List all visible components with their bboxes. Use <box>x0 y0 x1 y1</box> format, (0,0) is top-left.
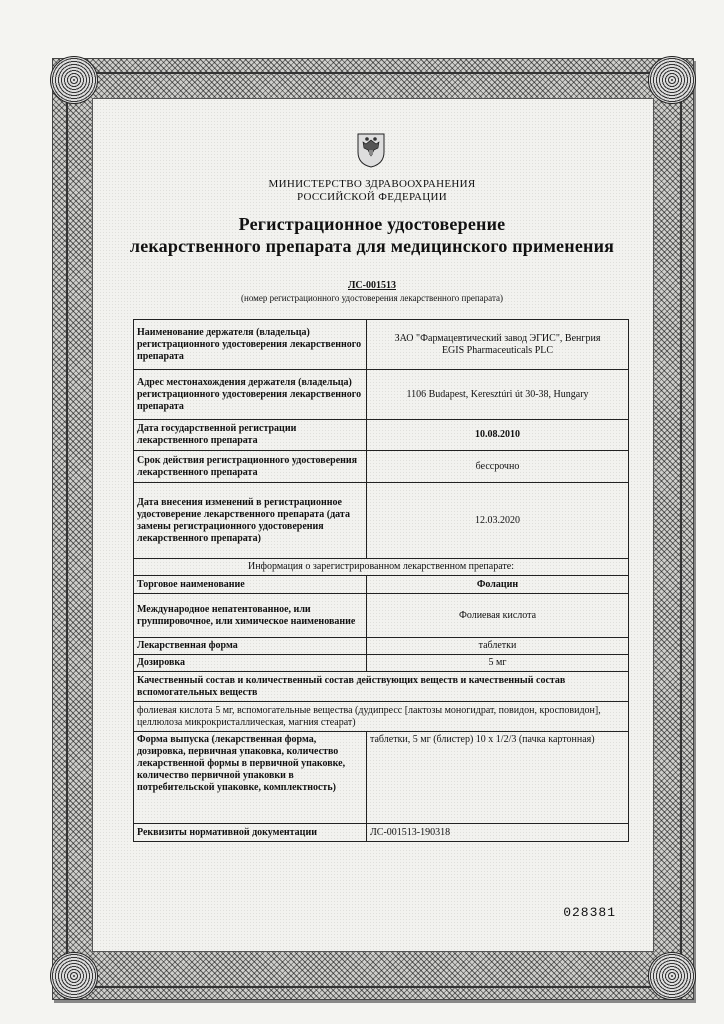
packaging-label: Форма выпуска (лекарственная форма, дозировка, первичная упаковка, количество лекарственной формы в первичной упаковке, количество первичной упаковки в потребительской упаковке, комплектность) <box>134 732 367 824</box>
table-row <box>134 638 629 655</box>
registration-number-caption: (номер регистрационного удостоверения лекарственного препарата) <box>241 293 503 303</box>
composition-header: Качественный состав и количественный состав действующих веществ и качественный состав вспомогательных веществ <box>134 672 629 702</box>
document-title-line-2: лекарственного препарата для медицинского применения <box>129 236 615 256</box>
ministry-line-1: МИНИСТЕРСТВО ЗДРАВООХРАНЕНИЯ <box>268 178 476 190</box>
form-serial-number: 028381 <box>563 905 616 920</box>
dosage-form-value: таблетки <box>367 638 629 655</box>
validity-value: бессрочно <box>367 451 629 483</box>
composition-value: фолиевая кислота 5 мг, вспомогательные вещества (дудипресс [лактозы моногидрат, повидон, кросповидон], целлюлоза микрокристаллическая, магния стеарат) <box>134 702 629 732</box>
table-row <box>134 451 629 483</box>
table-row <box>134 483 629 559</box>
registration-date-value: 10.08.2010 <box>367 420 629 451</box>
corner-rosette-icon <box>648 952 696 1000</box>
packaging-value: таблетки, 5 мг (блистер) 10 х 1/2/3 (пачка картонная) <box>367 732 629 824</box>
inn-label: Международное непатентованное, или группировочное, или химическое наименование <box>134 594 367 638</box>
holder-label: Наименование держателя (владельца) регистрационного удостоверения лекарственного препарата <box>134 320 367 370</box>
table-row <box>134 370 629 420</box>
dosage-value: 5 мг <box>367 655 629 672</box>
address-label: Адрес местонахождения держателя (владельца) регистрационного удостоверения лекарственного препарата <box>134 370 367 420</box>
table-row <box>134 320 629 370</box>
address-value: 1106 Budapest, Keresztúri út 30-38, Hungary <box>367 370 629 420</box>
registration-table <box>133 319 629 842</box>
trade-name-value: Фолацин <box>367 576 629 594</box>
table-row <box>134 732 629 824</box>
corner-rosette-icon <box>50 952 98 1000</box>
inn-value: Фолиевая кислота <box>367 594 629 638</box>
document-title-line-1: Регистрационное удостоверение <box>238 214 506 234</box>
registration-date-label: Дата государственной регистрации лекарственного препарата <box>134 420 367 451</box>
table-row <box>134 420 629 451</box>
normative-docs-value: ЛС-001513-190318 <box>367 824 629 842</box>
dosage-label: Дозировка <box>134 655 367 672</box>
table-row <box>134 672 629 702</box>
change-date-label: Дата внесения изменений в регистрационное удостоверение лекарственного препарата (дата замены регистрационного удостоверения лекарственного препарата) <box>134 483 367 559</box>
dosage-form-label: Лекарственная форма <box>134 638 367 655</box>
table-row <box>134 655 629 672</box>
validity-label: Срок действия регистрационного удостоверения лекарственного препарата <box>134 451 367 483</box>
trade-name-label: Торговое наименование <box>134 576 367 594</box>
holder-value <box>367 320 629 370</box>
table-row <box>134 824 629 842</box>
registration-number: ЛС-001513 <box>347 280 396 291</box>
holder-name-ru: ЗАО "Фармацевтический завод ЭГИС", Венгрия <box>394 332 601 344</box>
normative-docs-label: Реквизиты нормативной документации <box>134 824 367 842</box>
table-row <box>134 594 629 638</box>
coat-of-arms-icon <box>356 132 386 168</box>
table-row <box>134 576 629 594</box>
table-row <box>134 702 629 732</box>
holder-name-en: EGIS Pharmaceuticals PLC <box>441 344 554 356</box>
drug-info-header: Информация о зарегистрированном лекарственном препарате: <box>134 559 629 576</box>
table-row <box>134 559 629 576</box>
corner-rosette-icon <box>648 56 696 104</box>
ministry-line-2: РОССИЙСКОЙ ФЕДЕРАЦИИ <box>296 191 448 203</box>
corner-rosette-icon <box>50 56 98 104</box>
change-date-value: 12.03.2020 <box>367 483 629 559</box>
